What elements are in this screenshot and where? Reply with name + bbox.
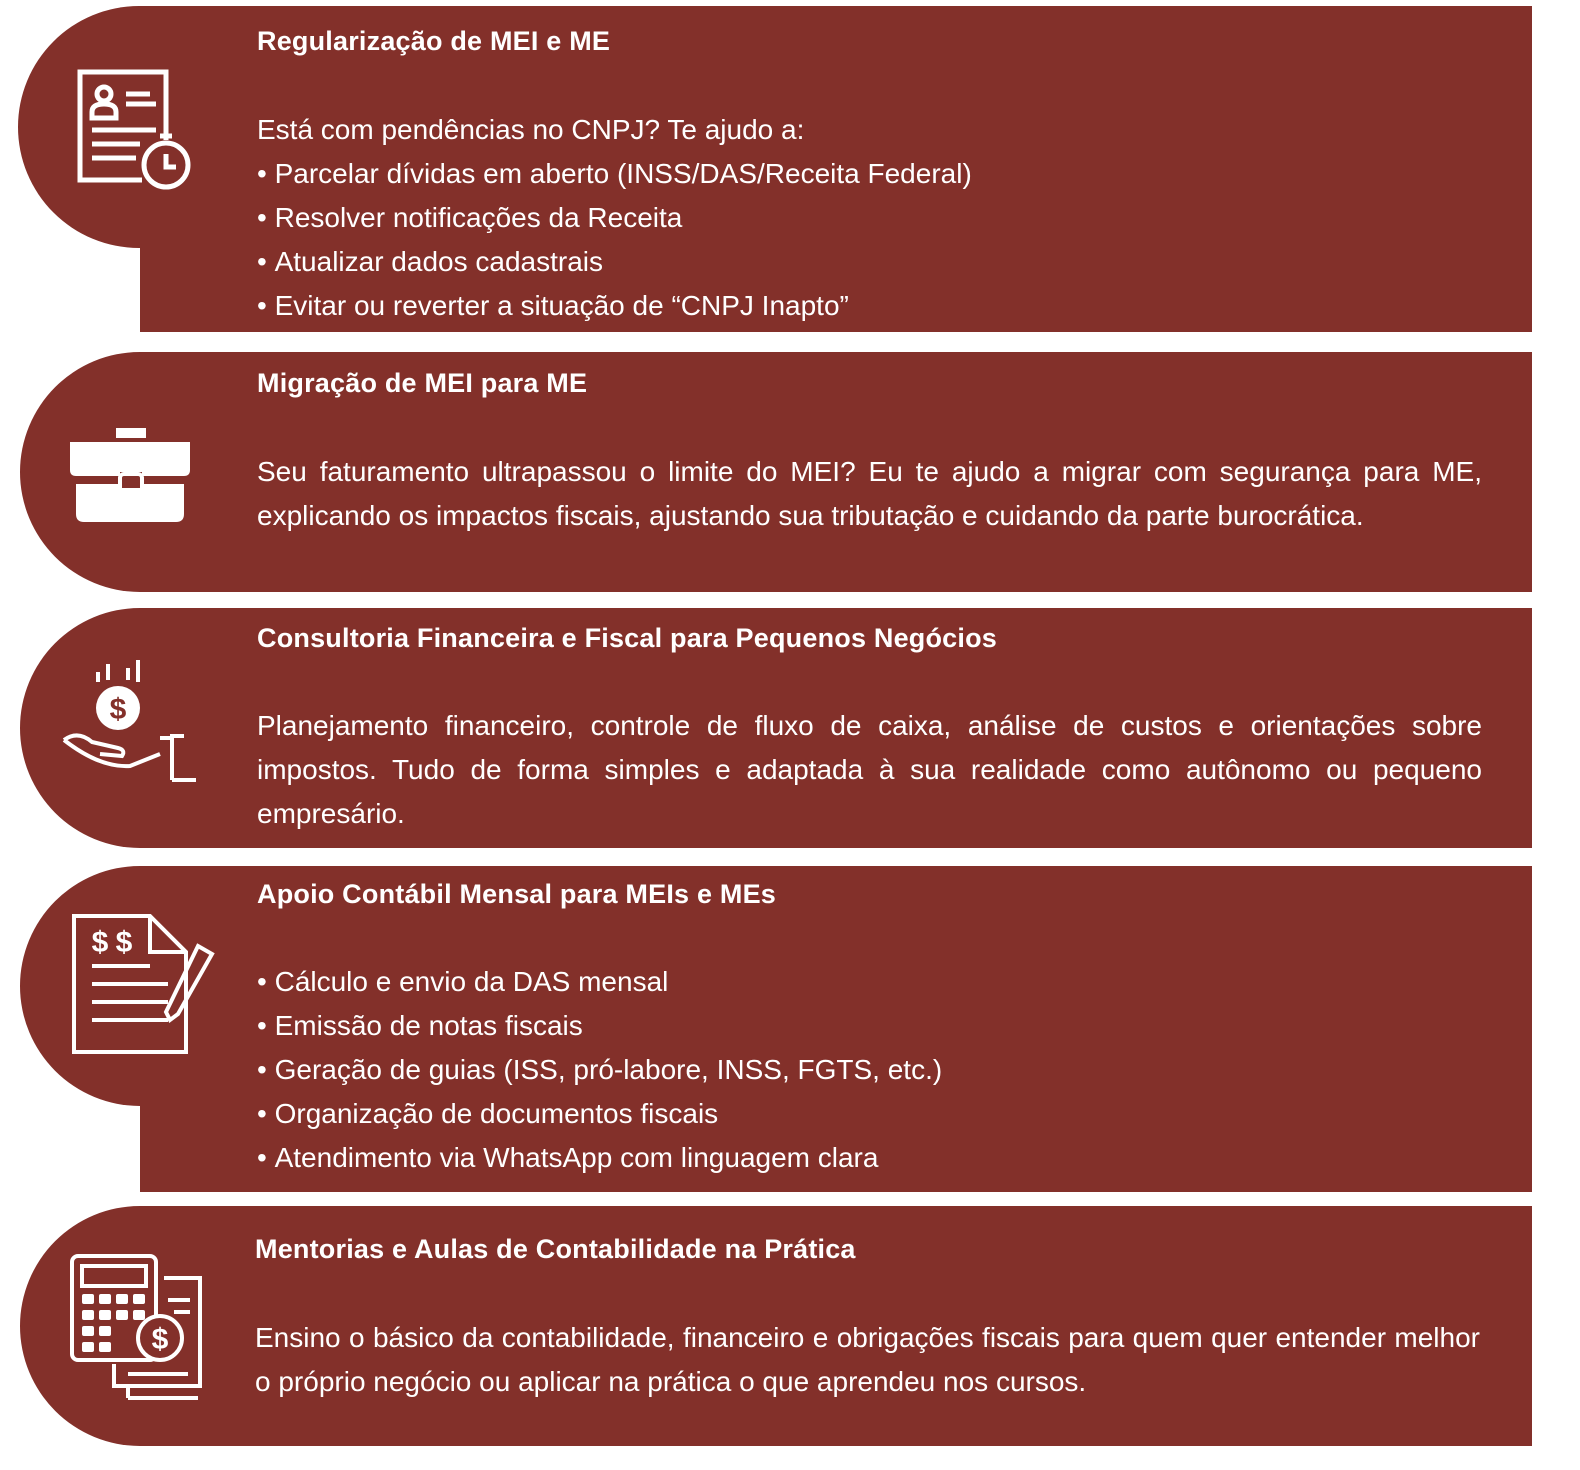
service-title: Apoio Contábil Mensal para MEIs e MEs bbox=[257, 879, 776, 909]
list-item: • Evitar ou reverter a situação de “CNPJ Inapto” bbox=[257, 284, 1482, 328]
service-title: Mentorias e Aulas de Contabilidade na Prática bbox=[255, 1234, 856, 1264]
svg-text:$: $ bbox=[109, 693, 127, 726]
list-item: • Atendimento via WhatsApp com linguagem clara bbox=[257, 1136, 1482, 1180]
list-item: • Atualizar dados cadastrais bbox=[257, 240, 1482, 284]
service-text: Seu faturamento ultrapassou o limite do MEI? Eu te ajudo a migrar com segurança para ME, explicando os impactos fiscais, ajustando sua tributação e cuidando da parte burocrática. bbox=[257, 456, 1482, 531]
service-intro: Está com pendências no CNPJ? Te ajudo a: bbox=[257, 114, 805, 145]
list-item: • Cálculo e envio da DAS mensal bbox=[257, 960, 1482, 1004]
calculator-document-icon bbox=[68, 1252, 208, 1400]
list-item: • Geração de guias (ISS, pró-labore, INSS, FGTS, etc.) bbox=[257, 1048, 1482, 1092]
service-text: Planejamento financeiro, controle de fluxo de caixa, análise de custos e orientações sobre impostos. Tudo de forma simples e adaptada à sua realidade como autônomo ou pequeno empresário. bbox=[257, 710, 1482, 829]
service-body bbox=[257, 704, 1482, 836]
list-item: • Resolver notificações da Receita bbox=[257, 196, 1482, 240]
svg-text:$: $ bbox=[151, 1323, 169, 1356]
profile-document-timer-icon bbox=[70, 62, 195, 197]
briefcase-icon bbox=[68, 428, 193, 524]
svg-text:$: $ bbox=[115, 926, 133, 959]
service-title: Consultoria Financeira e Fiscal para Pequenos Negócios bbox=[257, 623, 998, 653]
svg-text:$: $ bbox=[91, 926, 109, 959]
service-body bbox=[255, 1316, 1480, 1404]
list-item: • Organização de documentos fiscais bbox=[257, 1092, 1482, 1136]
service-list bbox=[257, 152, 1482, 328]
service-list bbox=[257, 960, 1482, 1180]
service-title: Migração de MEI para ME bbox=[257, 368, 588, 398]
service-text: Ensino o básico da contabilidade, financeiro e obrigações fiscais para quem quer entender melhor o próprio negócio ou aplicar na prática o que aprendeu nos cursos. bbox=[255, 1322, 1480, 1397]
service-title: Regularização de MEI e ME bbox=[257, 26, 611, 56]
invoice-pen-icon bbox=[70, 912, 220, 1057]
service-body bbox=[257, 450, 1482, 538]
list-item: • Parcelar dívidas em aberto (INSS/DAS/Receita Federal) bbox=[257, 152, 1482, 196]
hand-coin-icon bbox=[60, 658, 205, 798]
service-body bbox=[257, 108, 1482, 328]
list-item: • Emissão de notas fiscais bbox=[257, 1004, 1482, 1048]
service-body bbox=[257, 960, 1482, 1180]
